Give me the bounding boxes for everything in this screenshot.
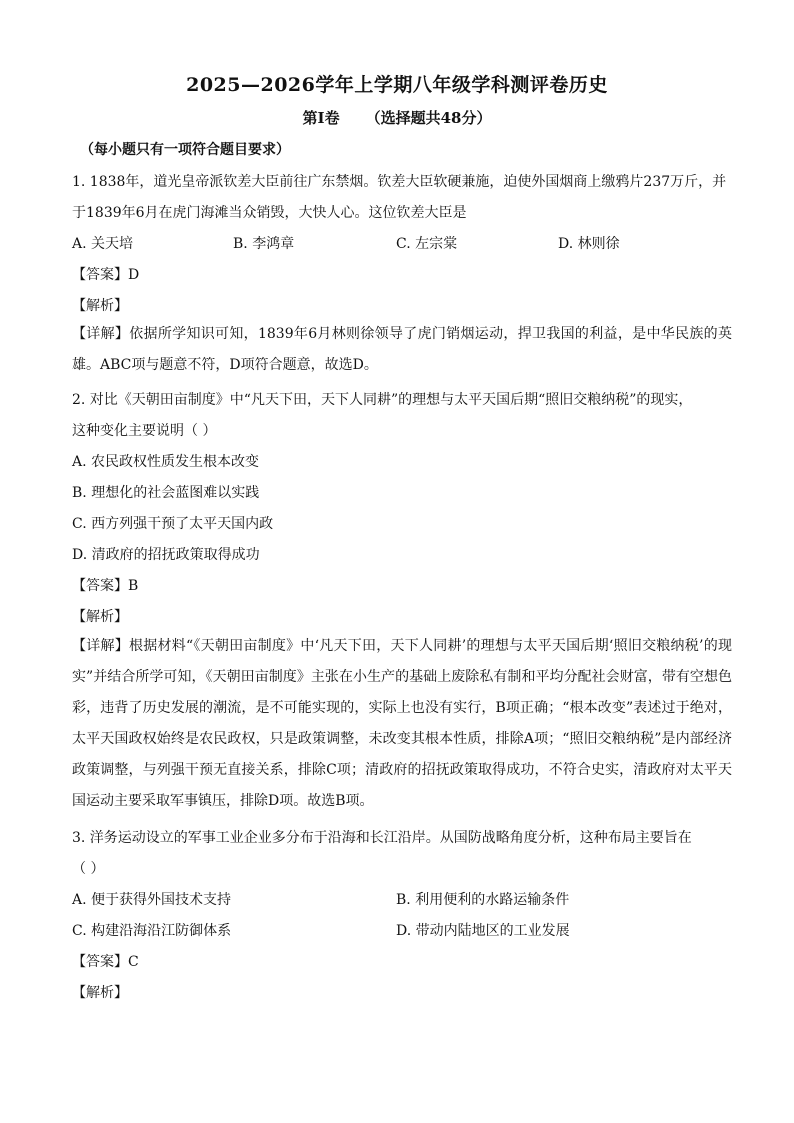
option-c: C. 构建沿海沿江防御体系 bbox=[72, 923, 232, 939]
page-title: 2025—2026学年上学期八年级学科测评卷历史 bbox=[186, 74, 608, 96]
instruction: （每小题只有一项符合题目要求） bbox=[80, 142, 290, 158]
question-1-stem-line-2: 于1839年6月在虎门海滩当众销毁，大快人心。这位钦差大臣是 bbox=[72, 205, 467, 221]
question-3-stem-line-1: 3. 洋务运动设立的军事工业企业多分布于沿海和长江沿岸。从国防战略角度分析，这种布局主要旨在 bbox=[72, 830, 692, 846]
option-a: A. 关天培 bbox=[72, 236, 134, 252]
section-heading bbox=[0, 107, 794, 128]
question-2-option-d: D. 清政府的招抚政策取得成功 bbox=[72, 547, 260, 563]
section-label: 第Ⅰ卷 bbox=[302, 109, 340, 127]
question-1-answer: 【答案】D bbox=[72, 267, 140, 283]
question-3-stem-line-2: （ ） bbox=[72, 861, 105, 877]
question-1-analysis: 【解析】 bbox=[72, 298, 128, 314]
question-1-stem-line-1: 1. 1838年，道光皇帝派钦差大臣前往广东禁烟。钦差大臣软硬兼施，迫使外国烟商上缴鸦片237万斤，并 bbox=[72, 174, 727, 190]
question-2-option-b: B. 理想化的社会蓝图难以实践 bbox=[72, 485, 260, 501]
option-b: B. 李鸿章 bbox=[233, 236, 295, 252]
question-2-option-c: C. 西方列强干预了太平天国内政 bbox=[72, 516, 274, 532]
option-a: A. 便于获得外国技术支持 bbox=[72, 892, 232, 908]
question-2-analysis: 【解析】 bbox=[72, 609, 128, 625]
question-2-detail: 【详解】根据材料“《天朝田亩制度》中‘凡天下田，天下人同耕’的理想与太平天国后期‘照旧交粮纳税’的现实”并结合所学可知，《天朝田亩制度》主张在小生产的基础上废除私有制和平均分配社会财富，带有空想色彩，违背了历史发展的潮流，是不可能实现的，实际上也没有实行，B项正确；“根本改变”表述过于绝对，太平天国政权始终是农民政权，只是政策调整，未改变其根本性质，排除A项；“照旧交粮纳税”是内部经济政策调整，与列强干预无直接关系，排除C项；清政府的招抚政策取得成功，不符合史实，清政府对太平天国运动主要采取军事镇压，排除D项。故选B项。 bbox=[72, 638, 732, 809]
question-3-answer: 【答案】C bbox=[72, 954, 139, 970]
question-2-stem-line-2: 这种变化主要说明（ ） bbox=[72, 423, 217, 439]
question-2-stem-line-1: 2. 对比《天朝田亩制度》中“凡天下田，天下人同耕”的理想与太平天国后期“照旧交粮纳税”的现实， bbox=[72, 392, 693, 408]
option-c: C. 左宗棠 bbox=[396, 236, 458, 252]
option-b: B. 利用便利的水路运输条件 bbox=[396, 892, 570, 908]
option-d: D. 带动内陆地区的工业发展 bbox=[396, 923, 570, 939]
option-d: D. 林则徐 bbox=[558, 236, 620, 252]
question-1-detail: 【详解】依据所学知识可知，1839年6月林则徐领导了虎门销烟运动，捍卫我国的利益，是中华民族的英雄。ABC项与题意不符，D项符合题意，故选D。 bbox=[72, 326, 732, 373]
section-note: （选择题共48分） bbox=[365, 109, 492, 127]
question-2-option-a: A. 农民政权性质发生根本改变 bbox=[72, 454, 260, 470]
question-2-answer: 【答案】B bbox=[72, 578, 139, 594]
question-3-analysis: 【解析】 bbox=[72, 985, 128, 1001]
